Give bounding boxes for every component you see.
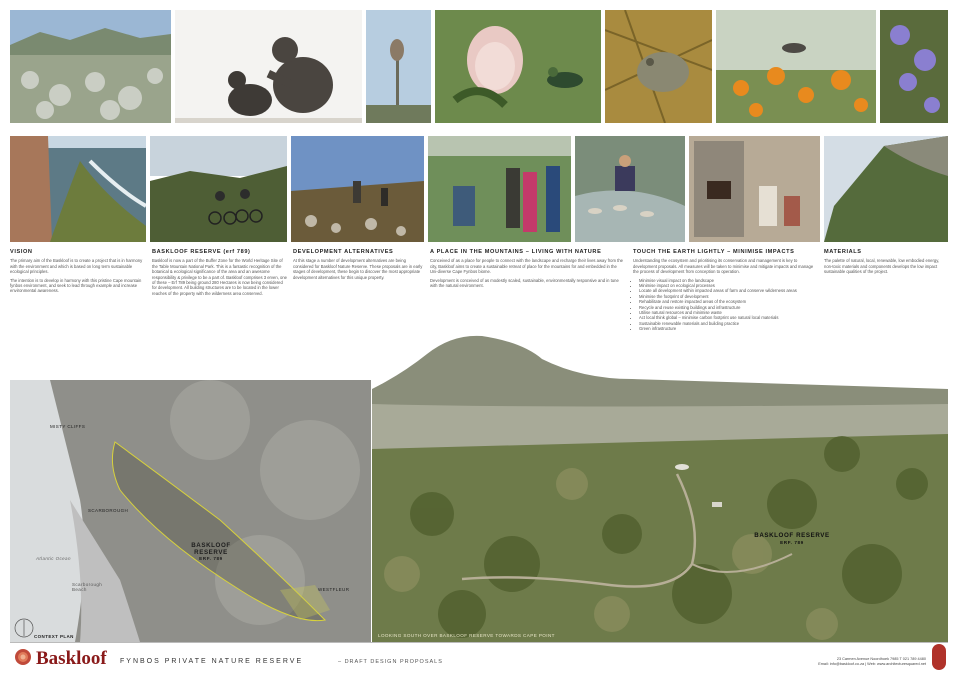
materials-title: MATERIALS (824, 249, 862, 255)
aerial-reserve-erf: ERF. 789 (780, 539, 804, 545)
footer-divider (10, 642, 948, 643)
touch-item: • Locate all development within impacted areas of farm and conserve wilderness areas (639, 288, 818, 293)
touch-item: • Recycle and reuse existing buildings and infrastructure (639, 305, 818, 310)
map-reserve-erf: ERF. 789 (199, 556, 223, 561)
touch-item: • Utilise natural resources and minimise waste (639, 310, 818, 315)
photo-mountain-bikers (150, 136, 287, 242)
touch-item: • Minimise visual impact on the landscape (639, 278, 818, 283)
vision-body-2: The intention is to develop in harmony with this pristine Cape mountain fynbos environment, and seek to lead through example and increase environmental awareness. (10, 277, 142, 294)
vision-body: The primary aim of the Baskloof is to create a project that is in harmony with the environment and which is based on long term sustainable ecological principles. (10, 258, 143, 275)
place-body-2: Development is conceived of as modestly scaled, sustainable, environmentally responsive and in tune with the natural environment. (430, 277, 619, 289)
touch-body: Understanding the ecosystem and prioritising its conservation and management is key to development proposals. All measures will be taken to minimise and mitigate impacts and manage the process of development from conception to operation. (633, 258, 814, 275)
photo-toad (605, 10, 712, 123)
aerial-photo (372, 334, 948, 642)
photo-fynbos-landscape (10, 10, 171, 123)
touch-item: • Act local think global – minimise carbon footprint use natural local materials (639, 315, 818, 320)
touch-title: TOUCH THE EARTH LIGHTLY – MINIMISE IMPACTS (633, 249, 795, 255)
map-label-misty-cliffs: MISTY CLIFFS (50, 424, 86, 429)
photo-sugarbird-pincushion (716, 10, 876, 123)
footer-title: FYNBOS PRIVATE NATURE RESERVE (120, 658, 304, 665)
map-label-scarborough-beach: Scarborough Beach (72, 582, 103, 592)
photo-coastline (10, 136, 146, 242)
map-reserve-label (176, 543, 246, 563)
contact-address: 23 Carmen Avenue Noordhoek 7985 T 021 789 4480 (836, 657, 926, 661)
touch-item: • Green infrastructure (639, 326, 818, 331)
architect-logo-icon (932, 644, 946, 670)
photo-mountain-slope (824, 136, 948, 242)
photo-child-at-stream (575, 136, 685, 242)
photo-baboons (175, 10, 362, 123)
touch-list (633, 278, 818, 332)
vision-section (10, 250, 146, 297)
aerial-reserve-name: BASKLOOF RESERVE (754, 532, 830, 539)
place-body: Conceived of as a place for people to connect with the landscape and recharge their lives away from the city, Baskloof aims to create a sustainable retreat of place for the mountains for and embedded in the Uni-diverse Cape Fynbos biome. (430, 258, 623, 275)
aerial-reserve-label (752, 533, 832, 546)
map-label-atlantic: Atlantic Ocean (36, 556, 71, 561)
materials-body: The palette of natural, local, renewable, low embodied energy, non-toxic materials and components develops the low impact sustainable qualities of the project. (824, 258, 940, 275)
map-label-westfleur: WESTFLEUR (318, 587, 350, 592)
reserve-body: Baskloof is now a part of the Buffer Zone for the World Heritage Site of the Table Mountain National Park. This is a fantastic recognition of the botanical & ecological significance of the area and an awesome responsibility & privilege to be a part of. Baskloof comprises 3 erven, one of these – Erf 789 being ground 280 Hectares is now being considered for development. All building structures are to be located in the lower reaches of the property with the wilderness area conserved. (152, 258, 287, 296)
vision-title: VISION (10, 249, 33, 255)
contact-info (818, 657, 926, 667)
brand-name: Baskloof (36, 648, 107, 669)
development-section (293, 250, 423, 283)
reserve-section (152, 250, 287, 299)
place-section (430, 250, 624, 291)
map-reserve-name: BASKLOOF RESERVE (191, 542, 231, 556)
photo-protea-sunbird (435, 10, 601, 123)
materials-section (824, 250, 948, 278)
touch-item: • Minimise impact on ecological processes (639, 283, 818, 288)
contact-web: Email: info@baskloof.co.za | Web: www.architecturesquared.net (818, 662, 926, 666)
aerial-caption: LOOKING SOUTH OVER BASKLOOF RESERVE TOWARDS CAPE POINT (378, 633, 555, 638)
photo-people-in-mountains (428, 136, 571, 242)
reserve-title: BASKLOOF RESERVE (erf 789) (152, 249, 251, 255)
map-label-scarborough: SCARBOROUGH (88, 508, 129, 513)
context-plan-map (10, 380, 371, 642)
development-body: At this stage a number of development alternatives are being considered for Baskloof Nature Reserve. These proposals are in early stages of development, these begin to discover the most appropriate development alternatives for this unique property. (293, 258, 423, 280)
photo-hikers (291, 136, 424, 242)
map-label-context-plan: CONTEXT PLAN (34, 634, 74, 639)
touch-item: • Rehabilitate and restore impacted areas of the ecosystem (639, 299, 818, 304)
place-title: A PLACE IN THE MOUNTAINS – LIVING WITH NATURE (430, 249, 602, 255)
touch-item: • Sustainable renewable materials and building practice (639, 321, 818, 326)
development-title: DEVELOPMENT ALTERNATIVES (293, 249, 394, 255)
touch-section (633, 250, 818, 332)
photo-stone-oven (689, 136, 820, 242)
photo-bird-on-protea (366, 10, 431, 123)
protea-logo-icon (14, 648, 32, 666)
touch-item: • Minimise the footprint of development (639, 294, 818, 299)
photo-blue-flowers (880, 10, 948, 123)
footer-subtitle: – DRAFT DESIGN PROPOSALS (338, 659, 443, 665)
